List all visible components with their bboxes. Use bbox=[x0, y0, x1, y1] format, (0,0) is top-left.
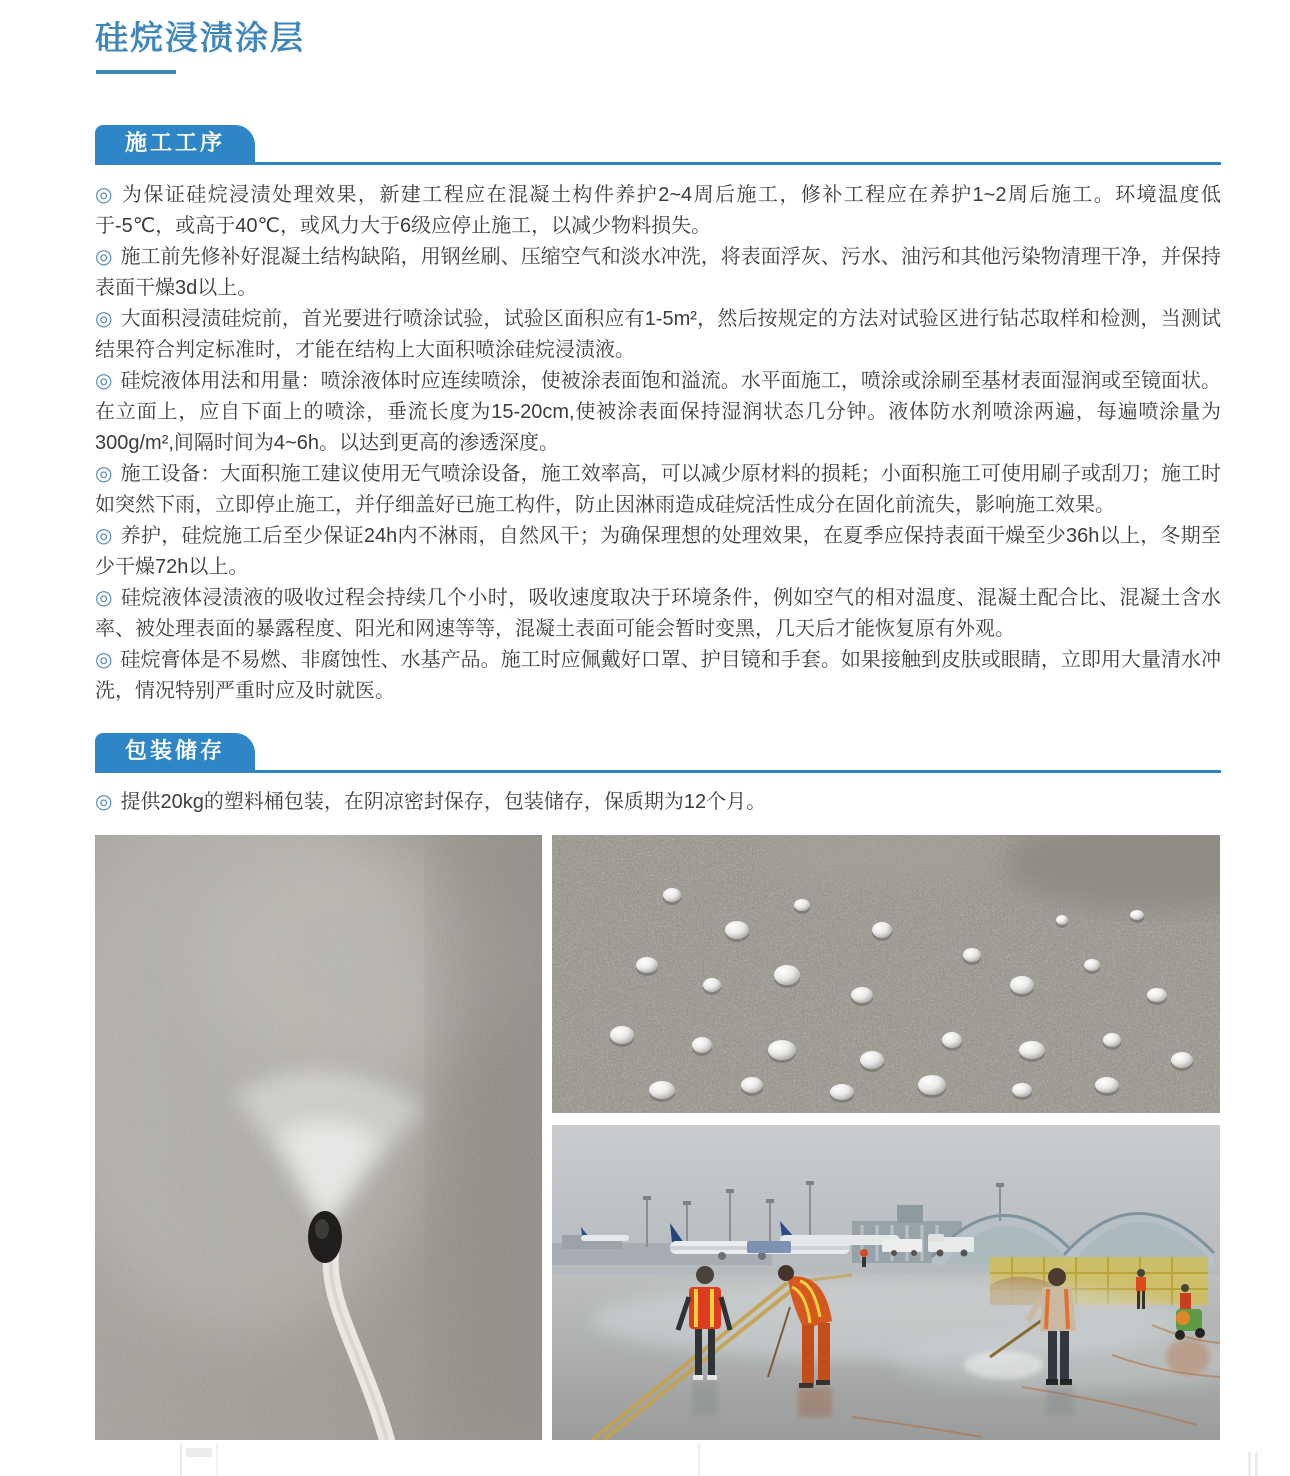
bullet-item bbox=[95, 521, 1221, 583]
bullet-item bbox=[95, 180, 1221, 242]
photo-water-beads-image bbox=[552, 835, 1220, 1113]
bullet-marker-icon: ◎ bbox=[95, 308, 113, 330]
bullet-text: 施工设备：大面积施工建议使用无气喷涂设备，施工效率高，可以减少原材料的损耗；小面积施工可使用刷子或刮刀；施工时如突然下雨，立即停止施工，并仔细盖好已施工构件，防止因淋雨造成硅烷活性成分在固化前流失，影响施工效果。 bbox=[95, 463, 1222, 516]
photo-spray-wall bbox=[95, 835, 542, 1440]
bullet-item bbox=[95, 459, 1221, 521]
page-title: 硅烷浸渍涂层 bbox=[95, 19, 305, 56]
bullet-marker-icon: ◎ bbox=[95, 587, 113, 609]
bullet-item bbox=[95, 787, 1221, 818]
bullet-marker-icon: ◎ bbox=[95, 791, 113, 813]
bullet-marker-icon: ◎ bbox=[95, 463, 113, 485]
bullet-marker-icon: ◎ bbox=[95, 370, 113, 392]
section-header-construction bbox=[95, 125, 1221, 165]
photo-airport-apron bbox=[552, 1125, 1220, 1440]
bullet-text: 养护，硅烷施工后至少保证24h内不淋雨，自然风干；为确保理想的处理效果，在夏季应保持表面干燥至少36h以上，冬期至少干燥72h以上。 bbox=[95, 525, 1221, 578]
bullet-text: 硅烷液体浸渍液的吸收过程会持续几个小时，吸收速度取决于环境条件，例如空气的相对温度、混凝土配合比、混凝土含水率、被处理表面的暴露程度、阳光和网速等等，混凝土表面可能会暂时变黑，几天后才能恢复原有外观。 bbox=[95, 587, 1222, 640]
bullet-marker-icon: ◎ bbox=[95, 246, 113, 268]
bullet-text: 硅烷液体用法和用量：喷涂液体时应连续喷涂，使被涂表面饱和溢流。水平面施工，喷涂或涂刷至基材表面湿润或至镜面状。在立面上，应自下面上的喷涂，垂流长度为15-20cm,使被涂表面保持湿润状态几分钟。液体防水剂喷涂两遍，每遍喷涂量为300g/m²,间隔时间为4~6h。以达到更高的渗透深度。 bbox=[95, 370, 1222, 454]
bullet-text: 施工前先修补好混凝土结构缺陷，用钢丝刷、压缩空气和淡水冲洗，将表面浮灰、污水、油污和其他污染物清理干净，并保持表面干燥3d以上。 bbox=[95, 246, 1222, 299]
section-badge: 施工工序 bbox=[95, 125, 255, 162]
bleedthrough-mark bbox=[1248, 1452, 1258, 1476]
bullet-marker-icon: ◎ bbox=[95, 525, 113, 547]
section-header-storage bbox=[95, 733, 1221, 773]
bullet-text: 提供20kg的塑料桶包装，在阴凉密封保存，包装储存，保质期为12个月。 bbox=[120, 791, 767, 813]
photo-water-beads bbox=[552, 835, 1220, 1113]
bleedthrough-mark bbox=[180, 1443, 218, 1476]
bullet-text: 为保证硅烷浸渍处理效果，新建工程应在混凝土构件养护2~4周后施工，修补工程应在养护1~2周后施工。环境温度低于-5℃，或高于40℃，或风力大于6级应停止施工，以减少物料损失。 bbox=[95, 184, 1221, 237]
section-badge: 包装储存 bbox=[95, 733, 255, 770]
bullet-item bbox=[95, 645, 1221, 707]
bleedthrough-mark bbox=[698, 1443, 700, 1476]
section-rule bbox=[95, 770, 1221, 773]
construction-bullet-list bbox=[95, 180, 1221, 707]
bullet-marker-icon: ◎ bbox=[95, 184, 114, 206]
bullet-text: 大面积浸渍硅烷前，首光要进行喷涂试验，试验区面积应有1-5m²，然后按规定的方法对试验区进行钻芯取样和检测，当测试结果符合判定标准时，才能在结构上大面积喷涂硅烷浸渍液。 bbox=[95, 308, 1221, 361]
bullet-marker-icon: ◎ bbox=[95, 649, 113, 671]
bullet-item bbox=[95, 366, 1221, 459]
bullet-text: 硅烷膏体是不易燃、非腐蚀性、水基产品。施工时应佩戴好口罩、护目镜和手套。如果接触到皮肤或眼睛，立即用大量清水冲洗，情况特别严重时应及时就医。 bbox=[95, 649, 1222, 702]
bullet-item bbox=[95, 242, 1221, 304]
bullet-item bbox=[95, 304, 1221, 366]
photo-spray-wall-image bbox=[95, 835, 542, 1440]
section-rule bbox=[95, 162, 1221, 165]
bullet-item bbox=[95, 583, 1221, 645]
photo-airport-apron-image bbox=[552, 1125, 1220, 1440]
storage-bullet-list bbox=[95, 787, 1221, 818]
title-underline bbox=[96, 70, 176, 74]
